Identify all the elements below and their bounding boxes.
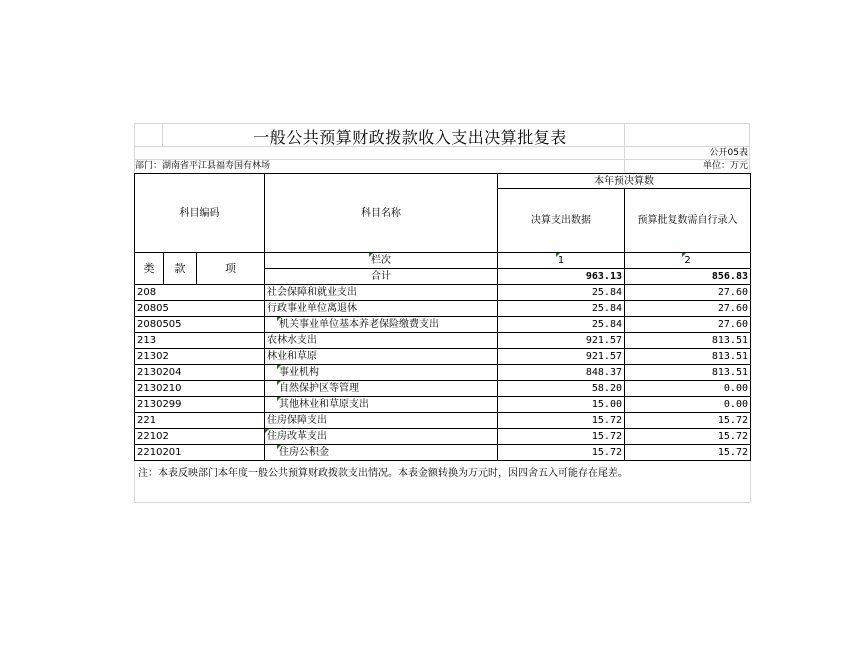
unit-label: 单位：万元 bbox=[702, 161, 748, 171]
row-value-2: 27.60 bbox=[625, 317, 751, 333]
row-name: 社会保障和就业支出 bbox=[265, 285, 498, 301]
table-row bbox=[135, 349, 751, 365]
total-value-2: 856.83 bbox=[625, 269, 751, 285]
header-section: 款 bbox=[164, 253, 197, 285]
row-code: 2080505 bbox=[135, 317, 265, 333]
row-name: 自然保护区等管理 bbox=[265, 381, 498, 397]
header-budget-group: 本年预决算数 bbox=[498, 174, 751, 189]
total-value-1: 963.13 bbox=[498, 269, 625, 285]
row-value-1: 15.72 bbox=[498, 445, 625, 461]
row-value-2: 15.72 bbox=[625, 429, 751, 445]
row-code: 221 bbox=[135, 413, 265, 429]
row-code: 2130299 bbox=[135, 397, 265, 413]
header-approved-data: 预算批复数需自行录入 bbox=[625, 189, 751, 253]
table-row bbox=[135, 445, 751, 461]
row-value-1: 921.57 bbox=[498, 333, 625, 349]
row-value-2: 813.51 bbox=[625, 333, 751, 349]
total-label: 合计 bbox=[265, 269, 498, 285]
row-value-2: 0.00 bbox=[625, 397, 751, 413]
header-item: 项 bbox=[197, 253, 265, 285]
row-name: 机关事业单位基本养老保险缴费支出 bbox=[265, 317, 498, 333]
row-name: 住房保障支出 bbox=[265, 413, 498, 429]
row-name: 农林水支出 bbox=[265, 333, 498, 349]
row-value-1: 25.84 bbox=[498, 285, 625, 301]
row-code: 21302 bbox=[135, 349, 265, 365]
row-value-1: 848.37 bbox=[498, 365, 625, 381]
row-name: 林业和草原 bbox=[265, 349, 498, 365]
header-subject-code: 科目编码 bbox=[135, 174, 265, 253]
column-order-label: 栏次 bbox=[265, 253, 498, 269]
column-1-label: 1 bbox=[498, 253, 625, 269]
header-final-expenditure: 决算支出数据 bbox=[498, 189, 625, 253]
report-header bbox=[134, 123, 750, 173]
row-code: 208 bbox=[135, 285, 265, 301]
row-value-2: 15.72 bbox=[625, 413, 751, 429]
table-row bbox=[135, 413, 751, 429]
row-value-2: 813.51 bbox=[625, 365, 751, 381]
table-row bbox=[135, 365, 751, 381]
table-row bbox=[135, 429, 751, 445]
table-row bbox=[135, 333, 751, 349]
table-row bbox=[135, 381, 751, 397]
column-2-label: 2 bbox=[625, 253, 751, 269]
row-value-2: 27.60 bbox=[625, 301, 751, 317]
row-code: 20805 bbox=[135, 301, 265, 317]
row-code: 2130204 bbox=[135, 365, 265, 381]
row-value-1: 25.84 bbox=[498, 301, 625, 317]
row-code: 22102 bbox=[135, 429, 265, 445]
row-name: 行政事业单位离退休 bbox=[265, 301, 498, 317]
row-value-2: 0.00 bbox=[625, 381, 751, 397]
row-value-2: 15.72 bbox=[625, 445, 751, 461]
row-value-1: 15.00 bbox=[498, 397, 625, 413]
row-value-1: 15.72 bbox=[498, 413, 625, 429]
row-name: 事业机构 bbox=[265, 365, 498, 381]
row-value-1: 25.84 bbox=[498, 317, 625, 333]
row-code: 213 bbox=[135, 333, 265, 349]
row-value-1: 58.20 bbox=[498, 381, 625, 397]
row-name: 住房改革支出 bbox=[265, 429, 498, 445]
footnote: 注：本表反映部门本年度一般公共预算财政拨款支出情况。本表金额转换为万元时，因四舍五入可能存在尾差。 bbox=[134, 461, 751, 503]
row-value-1: 921.57 bbox=[498, 349, 625, 365]
row-name: 住房公积金 bbox=[265, 445, 498, 461]
department-label: 部门：湖南省平江县福寿国有林场 bbox=[135, 161, 271, 171]
table-row bbox=[135, 397, 751, 413]
budget-table bbox=[134, 173, 751, 461]
row-code: 2210201 bbox=[135, 445, 265, 461]
report-title: 一般公共预算财政拨款收入支出决算批复表 bbox=[253, 128, 567, 147]
table-code: 公开05表 bbox=[709, 148, 748, 158]
table-row bbox=[135, 285, 751, 301]
row-name: 其他林业和草原支出 bbox=[265, 397, 498, 413]
header-subject-name: 科目名称 bbox=[265, 174, 498, 253]
row-code: 2130210 bbox=[135, 381, 265, 397]
report-sheet bbox=[134, 123, 750, 503]
row-value-2: 813.51 bbox=[625, 349, 751, 365]
header-class: 类 bbox=[135, 253, 164, 285]
table-row bbox=[135, 301, 751, 317]
row-value-1: 15.72 bbox=[498, 429, 625, 445]
row-value-2: 27.60 bbox=[625, 285, 751, 301]
table-row bbox=[135, 317, 751, 333]
